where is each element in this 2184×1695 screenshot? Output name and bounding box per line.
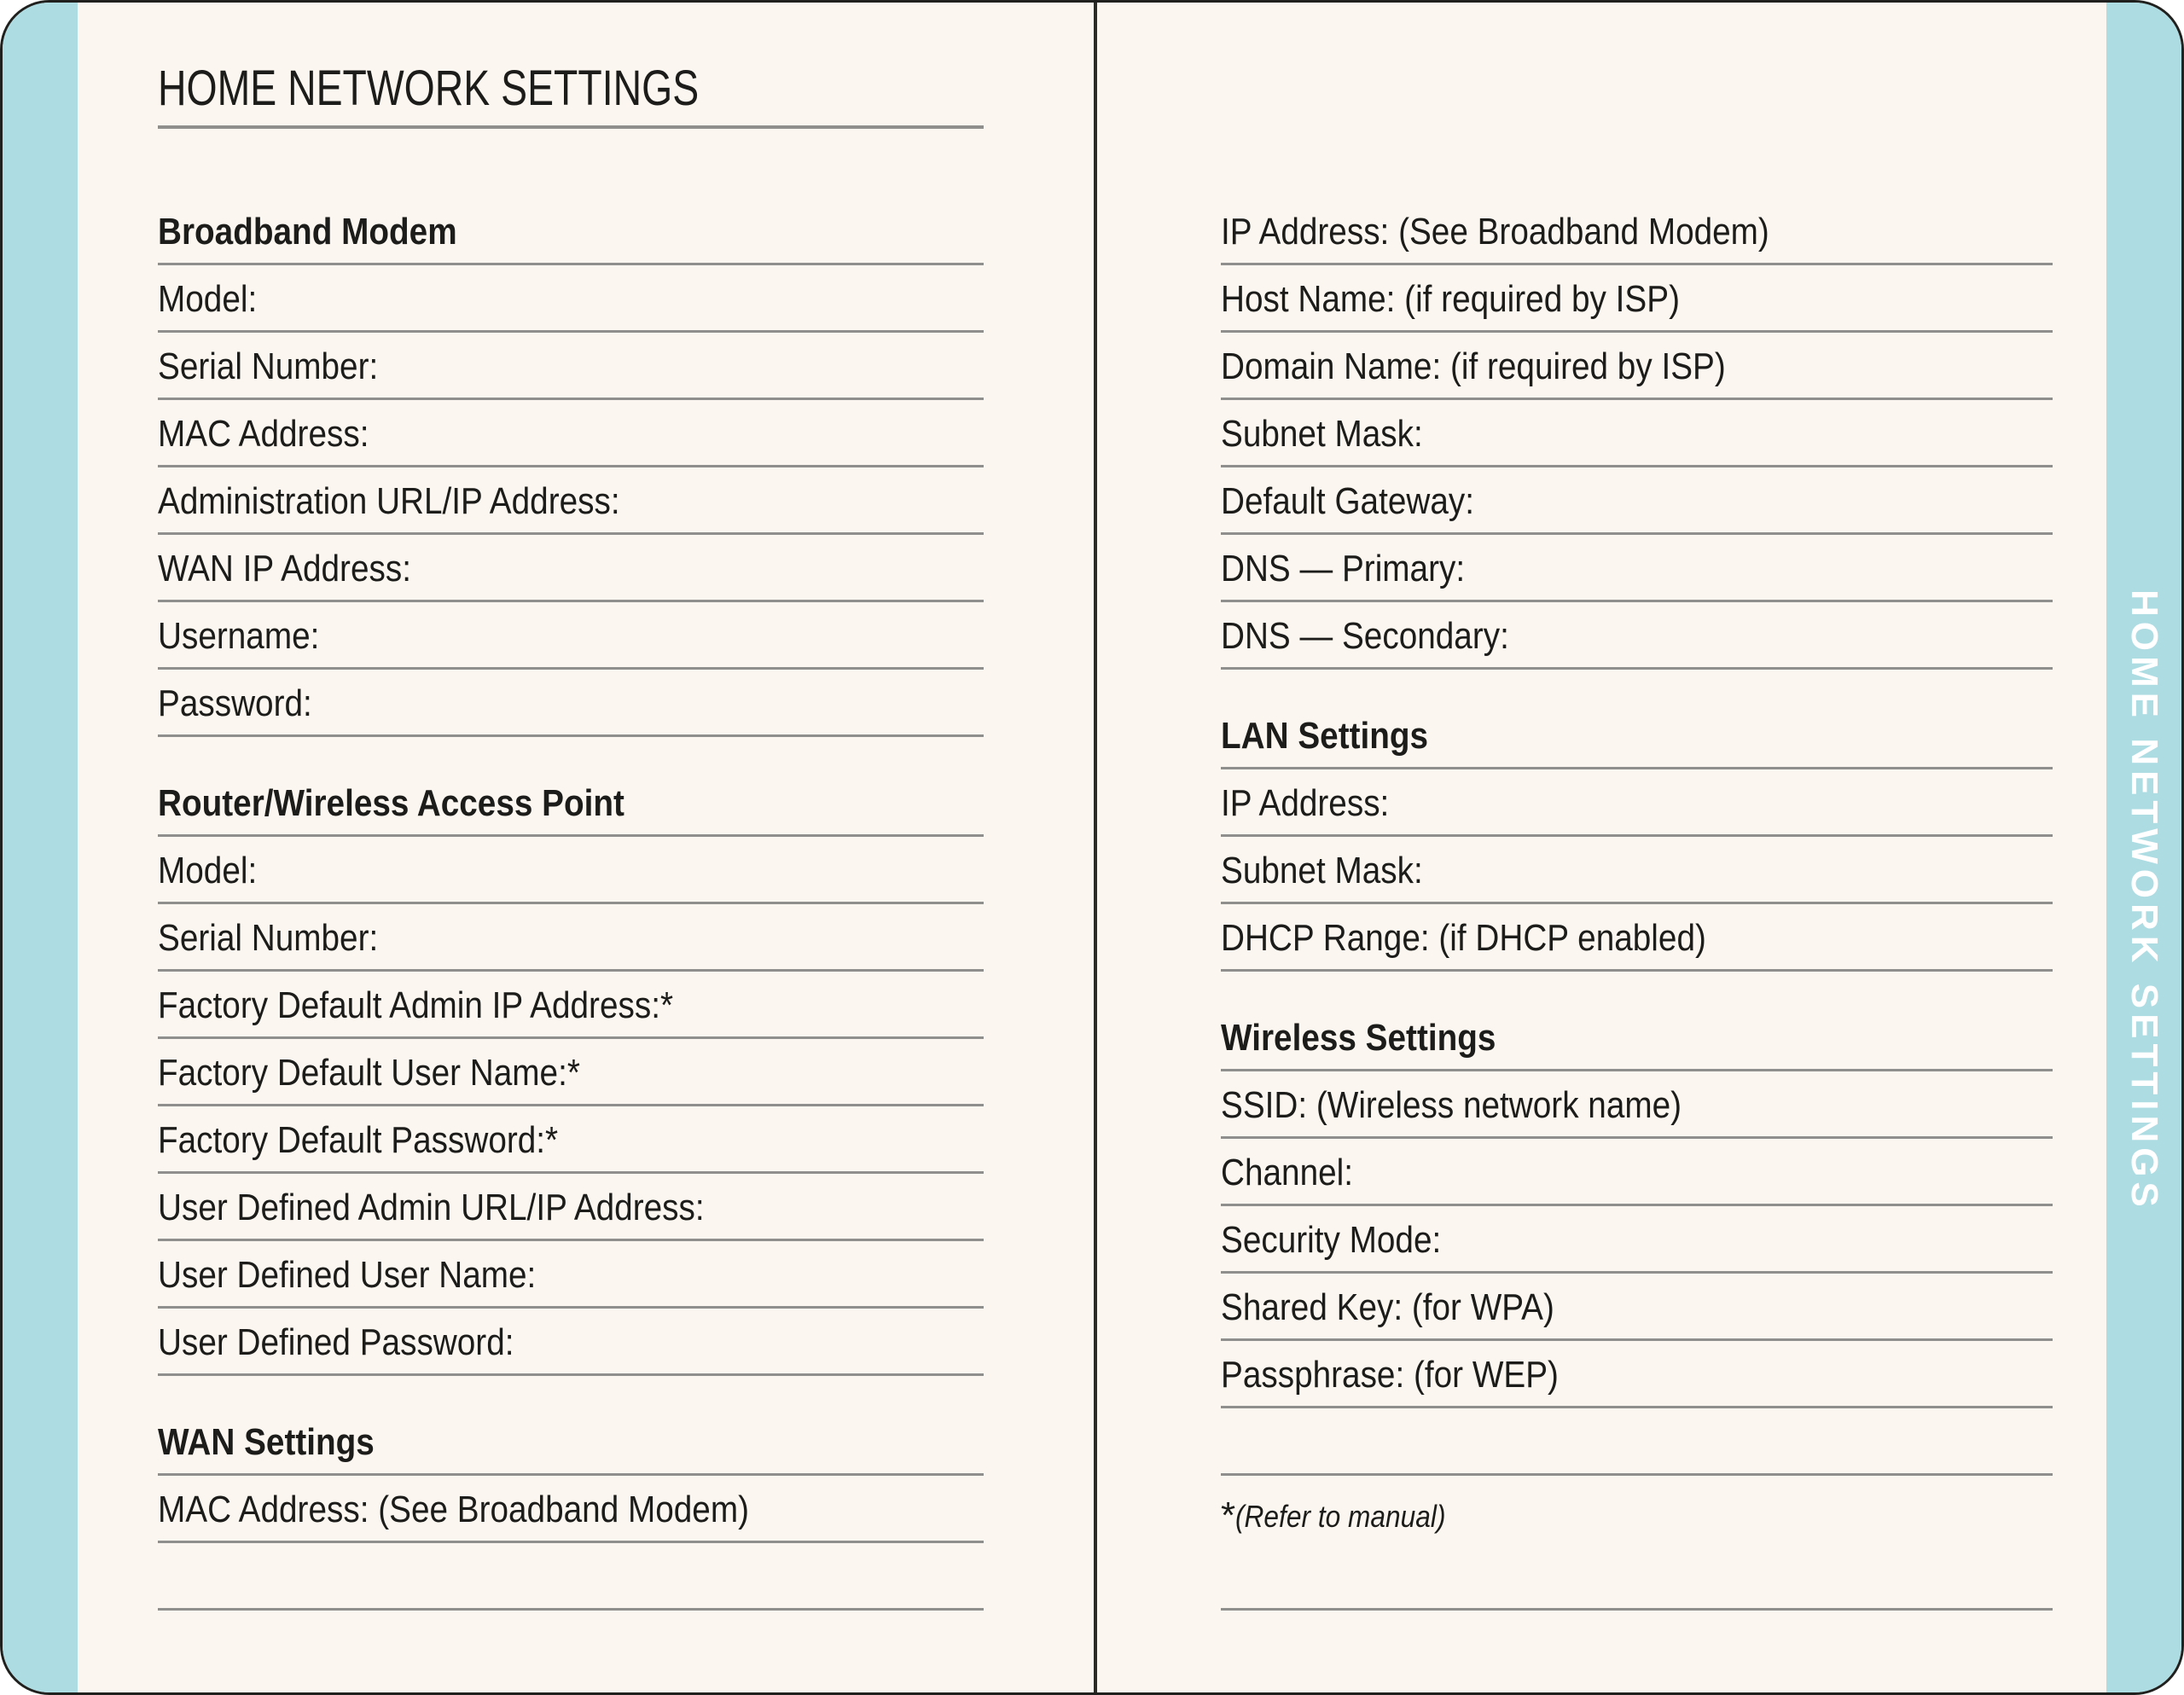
field-row-modem-serial-number — [158, 333, 984, 400]
field-row-channel — [1221, 1139, 2053, 1206]
field-label: Password: — [158, 682, 312, 724]
field-row-security-mode — [1221, 1206, 2053, 1274]
field-row-domain-name — [1221, 333, 2053, 400]
field-label: DNS — Primary: — [1221, 548, 1466, 589]
section-heading-label: Broadband Modem — [158, 211, 457, 253]
field-row-modem-model — [158, 265, 984, 333]
field-row-router-serial-number — [158, 904, 984, 972]
field-row-host-name — [1221, 265, 2053, 333]
field-label: MAC Address: (See Broadband Modem) — [158, 1489, 749, 1530]
field-label: Shared Key: (for WPA) — [1221, 1286, 1554, 1328]
field-label: Model: — [158, 278, 258, 320]
field-row-user-defined-user-name — [158, 1241, 984, 1309]
field-label: SSID: (Wireless network name) — [1221, 1084, 1682, 1126]
section-heading-wan-settings — [158, 1408, 984, 1476]
page-title: HOME NETWORK SETTINGS — [158, 61, 700, 116]
right-page — [1221, 3, 2053, 1611]
section-heading-router-wireless-access-point — [158, 769, 984, 837]
section-heading-wireless-settings — [1221, 1004, 2053, 1071]
field-label: Channel: — [1221, 1152, 1354, 1193]
field-label: Subnet Mask: — [1221, 850, 1423, 891]
field-label: Factory Default User Name:* — [158, 1052, 580, 1094]
field-label: Serial Number: — [158, 345, 379, 387]
section-heading-label: WAN Settings — [158, 1421, 375, 1463]
field-label: IP Address: (See Broadband Modem) — [1221, 211, 1769, 253]
section-heading-label: Wireless Settings — [1221, 1017, 1496, 1059]
section-heading-label: LAN Settings — [1221, 715, 1429, 757]
field-label: User Defined User Name: — [158, 1254, 537, 1296]
blank-line — [1221, 1408, 2053, 1476]
field-label: Factory Default Admin IP Address:* — [158, 984, 674, 1026]
section-heading-label: Router/Wireless Access Point — [158, 782, 624, 824]
spine-divider — [1094, 3, 1097, 1692]
field-row-wan-mac-address — [158, 1476, 984, 1543]
field-row-router-model — [158, 837, 984, 904]
field-label: DNS — Secondary: — [1221, 615, 1509, 657]
field-row-dhcp-range — [1221, 904, 2053, 972]
side-tab-label: HOME NETWORK SETTINGS — [2123, 589, 2165, 1212]
footnote-asterisk: * — [1221, 1495, 1236, 1536]
field-label: Host Name: (if required by ISP) — [1221, 278, 1680, 320]
field-row-modem-mac-address — [158, 400, 984, 467]
field-row-shared-key — [1221, 1274, 2053, 1341]
field-label: Username: — [158, 615, 320, 657]
field-label: User Defined Admin URL/IP Address: — [158, 1187, 705, 1228]
blank-line — [1221, 1543, 2053, 1611]
field-row-wan-ip-address — [1221, 198, 2053, 265]
field-label: Administration URL/IP Address: — [158, 480, 620, 522]
field-label: Security Mode: — [1221, 1219, 1442, 1261]
field-row-ssid — [1221, 1071, 2053, 1139]
field-label: WAN IP Address: — [158, 548, 411, 589]
field-row-modem-admin-url — [158, 467, 984, 535]
footnote-text: (Refer to manual) — [1235, 1499, 1446, 1534]
field-label: Serial Number: — [158, 917, 379, 959]
footnote — [1221, 1476, 2053, 1543]
field-row-modem-username — [158, 602, 984, 670]
section-heading-broadband-modem — [158, 198, 984, 265]
field-row-lan-ip-address — [1221, 769, 2053, 837]
field-row-dns-secondary — [1221, 602, 2053, 670]
field-label: Default Gateway: — [1221, 480, 1474, 522]
field-label: DHCP Range: (if DHCP enabled) — [1221, 917, 1706, 959]
field-label: MAC Address: — [158, 413, 369, 455]
field-row-dns-primary — [1221, 535, 2053, 602]
right-cover-band — [2106, 3, 2181, 1692]
field-row-factory-default-user-name — [158, 1039, 984, 1106]
field-row-factory-default-admin-ip — [158, 972, 984, 1039]
field-row-wan-subnet-mask — [1221, 400, 2053, 467]
field-row-passphrase — [1221, 1341, 2053, 1408]
field-label: Subnet Mask: — [1221, 413, 1423, 455]
blank-line — [158, 1543, 984, 1611]
page-title-row — [158, 3, 984, 129]
field-row-lan-subnet-mask — [1221, 837, 2053, 904]
field-row-factory-default-password — [158, 1106, 984, 1174]
field-label: Factory Default Password:* — [158, 1119, 559, 1161]
field-row-modem-password — [158, 670, 984, 737]
field-row-default-gateway — [1221, 467, 2053, 535]
section-heading-lan-settings — [1221, 702, 2053, 769]
field-label: Model: — [158, 850, 258, 891]
field-label: Domain Name: (if required by ISP) — [1221, 345, 1726, 387]
left-cover-band — [3, 3, 78, 1692]
field-label: User Defined Password: — [158, 1321, 514, 1363]
field-row-user-defined-password — [158, 1309, 984, 1376]
field-row-user-defined-admin-url — [158, 1174, 984, 1241]
field-label: Passphrase: (for WEP) — [1221, 1354, 1559, 1396]
left-page — [158, 3, 984, 1611]
field-row-modem-wan-ip — [158, 535, 984, 602]
field-label: IP Address: — [1221, 782, 1390, 824]
